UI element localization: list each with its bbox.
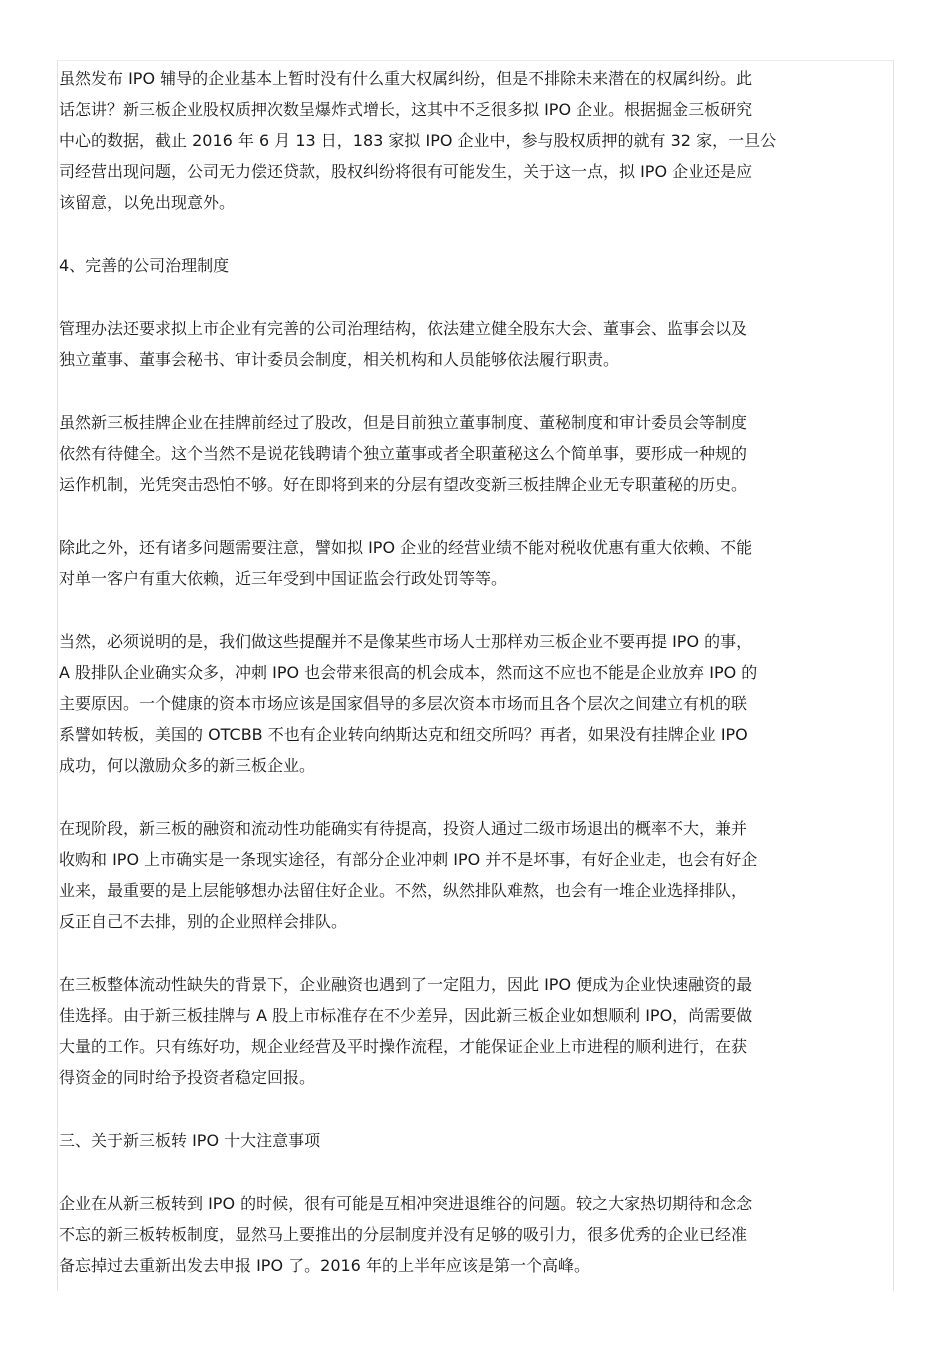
section-heading-ten-notes [59, 1125, 889, 1156]
text-line: 企业在从新三板转到 IPO 的时候，很有可能是互相冲突进退维谷的问题。较之大家热切期待和念念 [59, 1194, 753, 1213]
paragraph-gap [59, 594, 889, 626]
text-line: 主要原因。一个健康的资本市场应该是国家倡导的多层次资本市场而且各个层次之间建立有机的联 [59, 694, 748, 713]
text-line: 虽然新三板挂牌企业在挂牌前经过了股改，但是目前独立董事制度、董秘制度和审计委员会等制度 [59, 413, 748, 432]
paragraph-gap [59, 937, 889, 969]
heading-line: 三、关于新三板转 IPO 十大注意事项 [59, 1131, 321, 1150]
heading-line: 4、完善的公司治理制度 [59, 256, 230, 275]
text-line: 运作机制，光凭突击恐怕不够。好在即将到来的分层有望改变新三板挂牌企业无专职董秘的历史。 [59, 475, 748, 494]
paragraph-clarification [59, 626, 889, 781]
paragraph-transfer [59, 1188, 889, 1281]
text-line: 大量的工作。只有练好功，规企业经营及平时操作流程，才能保证企业上市进程的顺利进行，在获 [59, 1037, 748, 1056]
text-line: 得资金的同时给予投资者稳定回报。 [59, 1068, 316, 1087]
paragraph-governance-requirements [59, 313, 889, 375]
text-line: 管理办法还要求拟上市企业有完善的公司治理结构，依法建立健全股东大会、董事会、监事会以及 [59, 319, 748, 338]
text-line: 系譬如转板，美国的 OTCBB 不也有企业转向纳斯达克和纽交所吗？再者，如果没有挂牌企业 IPO [59, 725, 748, 744]
paragraph-current-stage [59, 813, 889, 937]
paragraph-gap [59, 1093, 889, 1125]
text-line: 虽然发布 IPO 辅导的企业基本上暂时没有什么重大权属纠纷，但是不排除未来潜在的权属纠纷。此 [59, 69, 753, 88]
text-line: 司经营出现问题，公司无力偿还贷款，股权纠纷将很有可能发生，关于这一点，拟 IPO 企业还是应 [59, 162, 753, 181]
text-line: 备忘掉过去重新出发去申报 IPO 了。2016 年的上半年应该是第一个高峰。 [59, 1256, 590, 1275]
text-line: 除此之外，还有诸多问题需要注意，譬如拟 IPO 企业的经营业绩不能对税收优惠有重大依赖、不能 [59, 538, 753, 557]
text-line: 佳选择。由于新三板挂牌与 A 股上市标准存在不少差异，因此新三板企业如想顺利 IPO，尚需要做 [59, 1006, 753, 1025]
text-line: 该留意，以免出现意外。 [59, 193, 236, 212]
paragraph-gap [59, 281, 889, 313]
paragraph-equity-disputes [59, 63, 889, 218]
text-line: 反正自己不去排，别的企业照样会排队。 [59, 912, 348, 931]
paragraph-gap [59, 781, 889, 813]
text-line: 成功，何以激励众多的新三板企业。 [59, 756, 316, 775]
paragraph-gap [59, 375, 889, 407]
text-line: 当然，必须说明的是，我们做这些提醒并不是像某些市场人士那样劝三板企业不要再提 IPO 的事， [59, 632, 753, 651]
paragraph-gap [59, 218, 889, 250]
paragraph-governance-status [59, 407, 889, 500]
text-line: 中心的数据，截止 2016 年 6 月 13 日，183 家拟 IPO 企业中，参与股权质押的就有 32 家，一旦公 [59, 131, 777, 150]
paragraph-other-issues [59, 532, 889, 594]
section-heading-governance [59, 250, 889, 281]
text-line: 对单一客户有重大依赖，近三年受到中国证监会行政处罚等等。 [59, 569, 508, 588]
document-body [59, 63, 889, 1281]
text-line: 业来，最重要的是上层能够想办法留住好企业。不然，纵然排队难熬，也会有一堆企业选择排队， [59, 881, 748, 900]
text-line: 独立董事、董事会秘书、审计委员会制度，相关机构和人员能够依法履行职责。 [59, 350, 620, 369]
paragraph-gap [59, 500, 889, 532]
text-line: 收购和 IPO 上市确实是一条现实途径，有部分企业冲刺 IPO 并不是坏事，有好企业走，也会有好企 [59, 850, 758, 869]
text-line: 不忘的新三板转板制度，显然马上要推出的分层制度并没有足够的吸引力，很多优秀的企业已经准 [59, 1225, 748, 1244]
text-line: 在三板整体流动性缺失的背景下，企业融资也遇到了一定阻力，因此 IPO 便成为企业快速融资的最 [59, 975, 753, 994]
text-line: 话怎讲？新三板企业股权质押次数呈爆炸式增长，这其中不乏很多拟 IPO 企业。根据掘金三板研究 [59, 100, 753, 119]
text-line: 依然有待健全。这个当然不是说花钱聘请个独立董事或者全职董秘这么个简单事，要形成一种规的 [59, 444, 748, 463]
text-line: A 股排队企业确实众多，冲刺 IPO 也会带来很高的机会成本，然而这不应也不能是企业放弃 IPO 的 [59, 663, 758, 682]
paragraph-liquidity [59, 969, 889, 1093]
text-line: 在现阶段，新三板的融资和流动性功能确实有待提高，投资人通过二级市场退出的概率不大，兼并 [59, 819, 748, 838]
paragraph-gap [59, 1156, 889, 1188]
